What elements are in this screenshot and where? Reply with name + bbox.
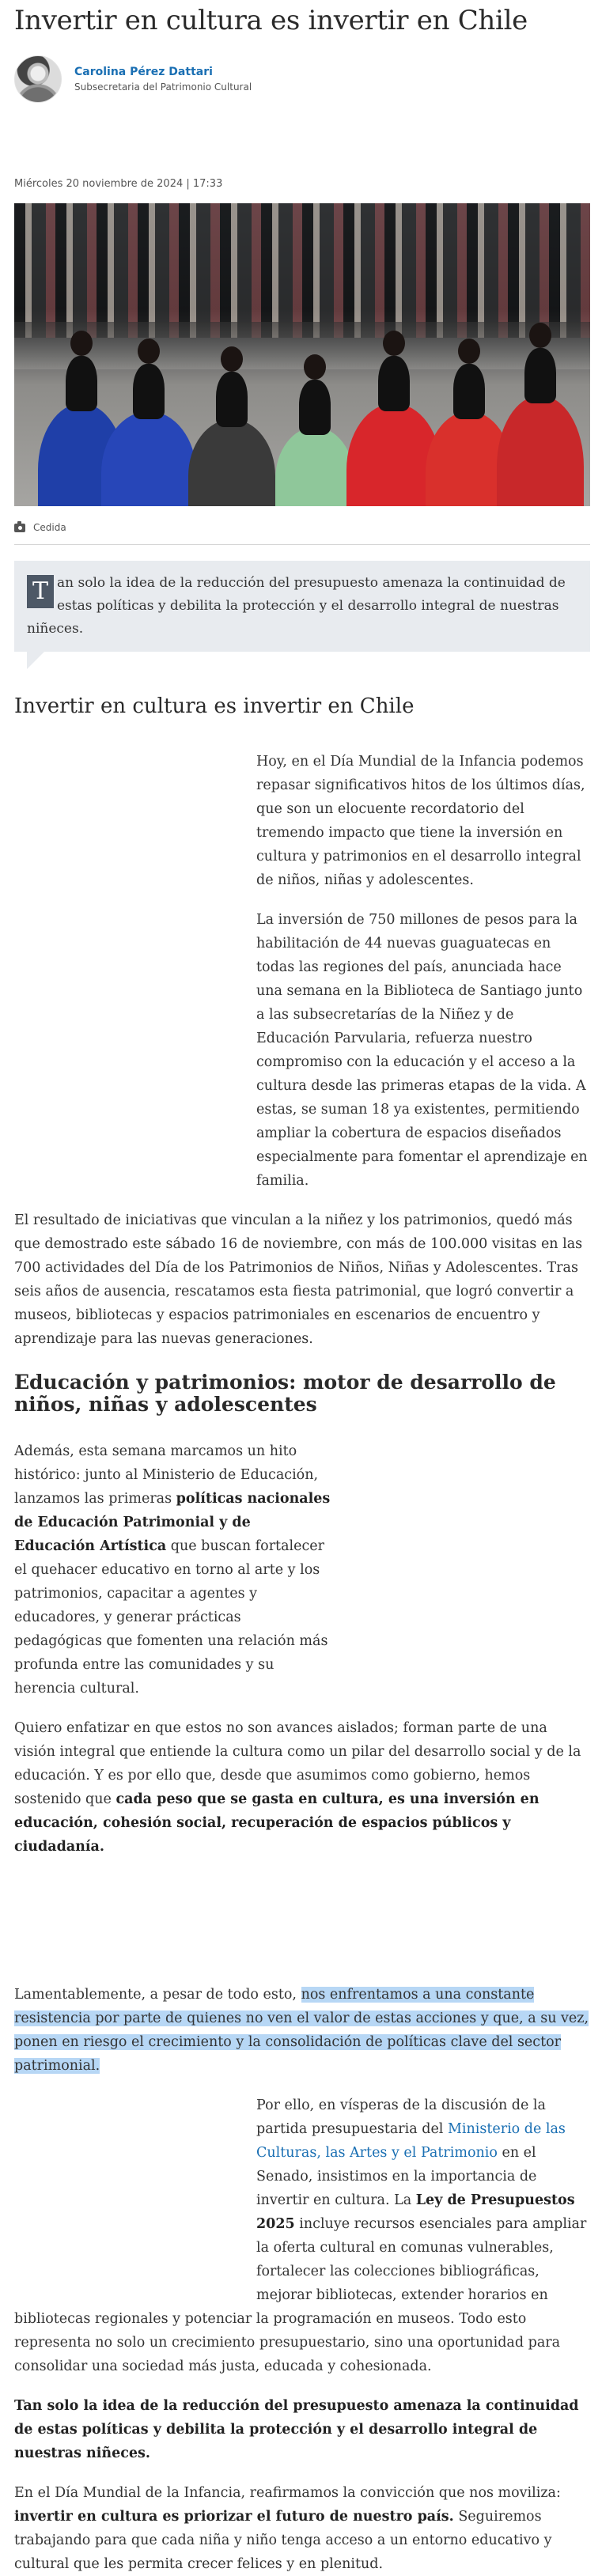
ministry-link[interactable]: Ministerio de las Culturas, las Artes y el Patrimonio (256, 2121, 566, 2161)
camera-icon (14, 524, 25, 532)
paragraph: La inversión de 750 millones de pesos para la habilitación de 44 nuevas guaguatecas en todas las regiones del país, anunciada hace una semana en la Biblioteca de Santiago junto a las subsecretarías de la Niñez y de Educación Parvularia, refuerza nuestro compromiso con la educación y el acceso a la cultura desde las primeras etapas de la vida. A estas, se suman 18 ya existentes, permitiendo ampliar la cobertura de espacios diseñados especialmente para fomentar el aprendizaje en familia. (256, 912, 588, 1189)
photo-caption (14, 522, 590, 533)
paragraph: El resultado de iniciativas que vinculan a la niñez y los patrimonios, quedó más que demostrado este sábado 16 de noviembre, con más de 100.000 visitas en las 700 actividades del Día de los Patrimonios de Niños, Niñas y Adolescentes. Tras seis años de ausencia, rescatamos esta fiesta patrimonial, que logró convertir a museos, bibliotecas y espacios patrimoniales en escenarios de encuentro y aprendizaje para las nuevas generaciones. (14, 1212, 583, 1347)
author-block (14, 55, 590, 103)
paragraph: En el Día Mundial de la Infancia, reafirmamos la convicción que nos moviliza: invertir en cultura es priorizar el futuro de nuestro país. Seguiremos trabajando para que cada niña y niño tenga acceso a un entorno educativo y cultural que les permita crecer felices y en plenitud. (14, 2485, 561, 2572)
article (0, 5, 602, 2576)
section-heading: Invertir en cultura es invertir en Chile (14, 694, 415, 718)
author-name-link[interactable]: Carolina Pérez Dattari (74, 66, 213, 78)
paragraph: Además, esta semana marcamos un hito histórico: junto al Ministerio de Educación, lanzamos las primeras políticas nacionales de Educación Patrimonial y de Educación Artística que buscan fortalecer el quehacer educativo en torno al arte y los patrimonios, capacitar a agentes y educadores, y generar prácticas pedagógicas que fomenten una relación más profunda entre las comunidades y su herencia cultural. (14, 1443, 331, 1697)
article-photo (14, 203, 590, 506)
photo-dancer (275, 427, 354, 506)
author-avatar[interactable] (14, 55, 62, 103)
divider (14, 544, 590, 545)
author-role: Subsecretaria del Patrimonio Cultural (74, 81, 252, 93)
ad-space (14, 2094, 256, 2307)
photo-audience (14, 203, 590, 338)
lead-quote (14, 561, 590, 652)
photo-dancer (497, 395, 584, 506)
lead-quote-text: an solo la idea de la reducción del presupuesto amenaza la continuidad de estas políticas y debilita la protección y el desarrollo integral de nuestras niñeces. (27, 575, 566, 637)
paragraph: Hoy, en el Día Mundial de la Infancia podemos repasar significativos hitos de los últimos días, que son un elocuente recordatorio del tremendo impacto que tiene la inversión en cultura y patrimonios en el desarrollo integral de niños, niñas y adolescentes. (256, 754, 585, 888)
publish-date: Miércoles 20 noviembre de 2024 | 17:33 (14, 178, 223, 190)
paragraph: Tan solo la idea de la reducción del presupuesto amenaza la continuidad de estas políticas y debilita la protección y el desarrollo integral de nuestras niñeces. (14, 2398, 579, 2461)
paragraph: Quiero enfatizar en que estos no son avances aislados; forman parte de una visión integral que entiende la cultura como un pilar del desarrollo social y de la educación. Y es por ello que, desde que asumimos como gobierno, hemos sostenido que cada peso que se gasta en cultura, es una inversión en educación, cohesión social, recuperación de espacios públicos y ciudadanía. (14, 1720, 581, 1855)
ad-space (14, 750, 256, 1205)
photo-dancer (101, 411, 196, 506)
drop-cap: T (27, 575, 54, 608)
section-heading: Educación y patrimonios: motor de desarrollo de niños, niñas y adolescentes (14, 1371, 556, 1416)
paragraph: Por ello, en vísperas de la discusión de la partida presupuestaria del Ministerio de las Culturas, las Artes y el Patrimonio en el Senado, insistimos en la importancia de invertir en cultura. La Ley de Presupuestos 2025 incluye recursos esenciales para ampliar la oferta cultural en comunas vulnerables, fortalecer las colecciones bibliográficas, mejorar bibliotecas, extender horarios en bibliotecas regionales y potenciar la programación en museos. Todo esto representa no solo un crecimiento presupuestario, sino una oportunidad para consolidar una sociedad más justa, educada y cohesionada. (14, 2097, 587, 2374)
paragraph: Lamentablemente, a pesar de todo esto, nos enfrentamos a una constante resistencia por parte de quienes no ven el valor de estas acciones y que, a su vez, ponen en riesgo el crecimiento y la consolidación de políticas clave del sector patrimonial. (14, 1987, 589, 2074)
photo-dancer (188, 419, 275, 506)
photo-credit: Cedida (33, 522, 66, 533)
article-title: Invertir en cultura es invertir en Chile (14, 5, 528, 36)
highlighted-text: nos enfrentamos a una constante resistencia por parte de quienes no ven el valor de estas acciones y que, a su vez, ponen en riesgo el crecimiento y la consolidación de políticas clave del sector patrimonial. (14, 1987, 589, 2074)
